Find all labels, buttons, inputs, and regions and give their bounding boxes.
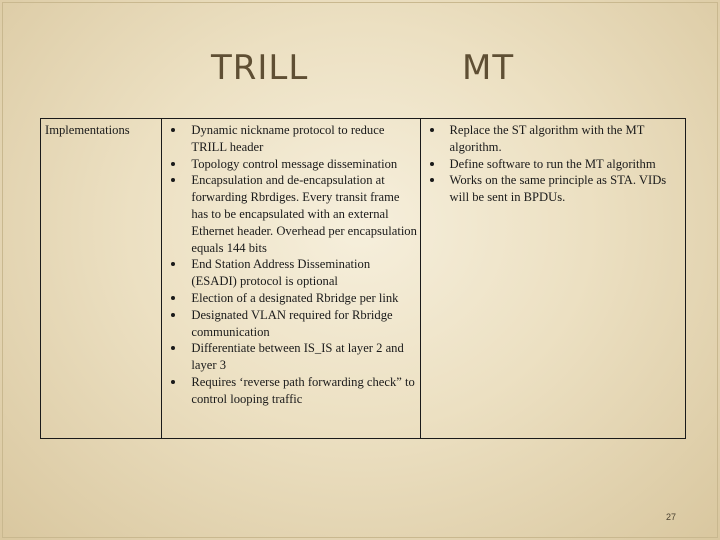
- trill-item-text: Election of a designated Rbridge per link: [191, 290, 399, 305]
- trill-list-item: [162, 156, 419, 173]
- trill-item-text: Encapsulation and de-encapsulation at forwarding Rbrdiges. Every transit frame has to be encapsulated with an external Ethernet header. Overhead per encapsulation equals 144 bits: [191, 173, 417, 255]
- trill-item-text: End Station Address Dissemination (ESADI) protocol is optional: [191, 257, 371, 289]
- trill-item-text: Topology control message dissemination: [191, 156, 398, 171]
- trill-list-item: [162, 122, 419, 156]
- trill-list-item: [162, 172, 419, 256]
- mt-item-text: Works on the same principle as STA. VIDs will be sent in BPDUs.: [449, 173, 667, 205]
- bullet-icon: [171, 380, 175, 384]
- mt-list-item: [421, 156, 686, 173]
- page-number: 27: [665, 512, 676, 522]
- trill-item-text: Differentiate between IS_IS at layer 2 and layer 3: [191, 341, 404, 373]
- trill-item-text: Requires ‘reverse path forwarding check” to control looping traffic: [191, 374, 415, 406]
- trill-list-item: [162, 340, 419, 374]
- bullet-icon: [171, 346, 175, 350]
- trill-list-item: [162, 307, 419, 341]
- bullet-icon: [430, 128, 434, 132]
- bullet-icon: [430, 162, 434, 166]
- trill-list-item: [162, 256, 419, 290]
- mt-cell: [420, 119, 686, 439]
- row-label-implementations: Implementations: [41, 119, 162, 439]
- bullet-icon: [430, 178, 434, 182]
- trill-bullet-list: [162, 122, 419, 408]
- trill-item-text: Dynamic nickname protocol to reduce TRILL header: [191, 123, 385, 154]
- bullet-icon: [171, 296, 175, 300]
- bullet-icon: [171, 178, 175, 182]
- comparison-table: [40, 118, 686, 439]
- trill-list-item: [162, 290, 419, 307]
- heading-mt: MT: [462, 48, 515, 88]
- trill-item-text: Designated VLAN required for Rbridge communication: [191, 307, 393, 339]
- heading-trill: TRILL: [211, 48, 309, 88]
- mt-list-item: [421, 172, 686, 206]
- bullet-icon: [171, 162, 175, 166]
- mt-bullet-list: [421, 122, 686, 206]
- mt-item-text: Replace the ST algorithm with the MT algorithm.: [449, 123, 645, 154]
- bullet-icon: [171, 313, 175, 317]
- bullet-icon: [171, 262, 175, 266]
- table-row: [41, 119, 686, 439]
- trill-cell: [162, 119, 420, 439]
- mt-list-item: [421, 122, 686, 156]
- bullet-icon: [171, 128, 175, 132]
- mt-item-text: Define software to run the MT algorithm: [449, 156, 656, 171]
- trill-list-item: [162, 374, 419, 408]
